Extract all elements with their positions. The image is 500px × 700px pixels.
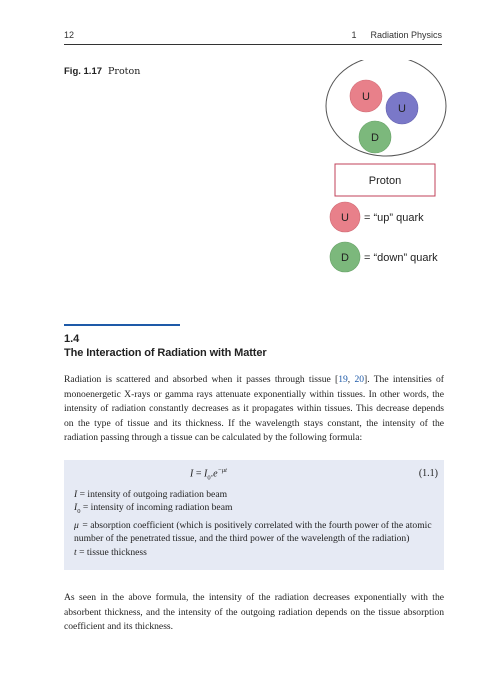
page-number: 12	[64, 30, 75, 40]
running-header	[64, 28, 442, 45]
formula-lhs: I	[190, 468, 194, 480]
formula-equals: =	[193, 468, 204, 480]
citation-link-19[interactable]: 19	[338, 374, 348, 385]
definition-row: I = intensity of outgoing radiation beam	[74, 489, 228, 500]
figure-caption-text: Proton	[108, 66, 141, 77]
chapter-number: 1	[351, 30, 357, 40]
figure-label: Fig. 1.17	[64, 66, 103, 77]
up-quark-label: U	[362, 91, 370, 103]
up-quark-label: U	[398, 103, 406, 115]
definition-row	[74, 546, 436, 559]
citation-separator: ,	[347, 374, 355, 385]
definition-symbol: t	[74, 546, 77, 558]
paragraph-intro	[64, 373, 444, 446]
figure-caption	[64, 66, 140, 77]
formula-i0: I	[203, 468, 208, 480]
attenuation-formula: $I = I_0.e^{-\mu t}$	[190, 467, 227, 482]
section-title: The Interaction of Radiation with Matter	[64, 347, 267, 359]
equation-number: (1.1)	[418, 468, 438, 479]
paragraph-text: Radiation is scattered and absorbed when it passes through tissue [	[64, 374, 339, 385]
section-rule	[64, 324, 180, 326]
formula-i0-subscript: 0	[207, 474, 211, 482]
paragraph-text: ]. The intensities of monoenergetic X-rays or gamma rays attenuate exponentially within tissues. In other words, the intensity of radiation constantly decreases as it propagates within tissues. This decrease depends on the type of tissue and its thickness. If the wavelength stays constant, the intensity of the radiation passing through a tissue can be calculated by the following formula:	[64, 374, 444, 444]
equation-box	[64, 460, 444, 570]
proton-figure	[318, 60, 458, 280]
citation-link-20[interactable]: 20	[354, 374, 365, 385]
definition-row: $I_0$ = intensity of incoming radiation beam	[74, 502, 233, 516]
definition-symbol: μ	[74, 519, 79, 531]
chapter-title: Radiation Physics	[370, 30, 442, 40]
definition-row	[74, 519, 436, 546]
paragraph-conclusion: As seen in the above formula, the intensity of the radiation decreases exponentially with the absorbent thickness, and the intensity of the outgoing radiation depends on the tissue absorption coefficient and its thickness.	[64, 592, 444, 633]
running-title	[337, 30, 442, 40]
section-number: 1.4	[64, 333, 80, 345]
down-quark-label: D	[371, 132, 379, 144]
legend-up-text: = “up” quark	[364, 212, 424, 224]
legend-down-symbol: D	[341, 252, 349, 264]
definition-text: = absorption coefficient (which is positively correlated with the fourth power of the atomic number of the penetrated tissue, and the third power of the wavelength of the radiation)	[74, 519, 432, 545]
equation-definitions	[74, 488, 436, 559]
definition-text: = intensity of outgoing radiation beam	[79, 489, 228, 500]
definition-text: = tissue thickness	[79, 546, 147, 558]
definition-text: = intensity of incoming radiation beam	[82, 502, 233, 514]
legend-down-text: = “down” quark	[364, 252, 438, 264]
proton-label: Proton	[368, 175, 402, 187]
legend-up-symbol: U	[341, 212, 349, 224]
formula-exponent: −μt	[217, 467, 227, 474]
